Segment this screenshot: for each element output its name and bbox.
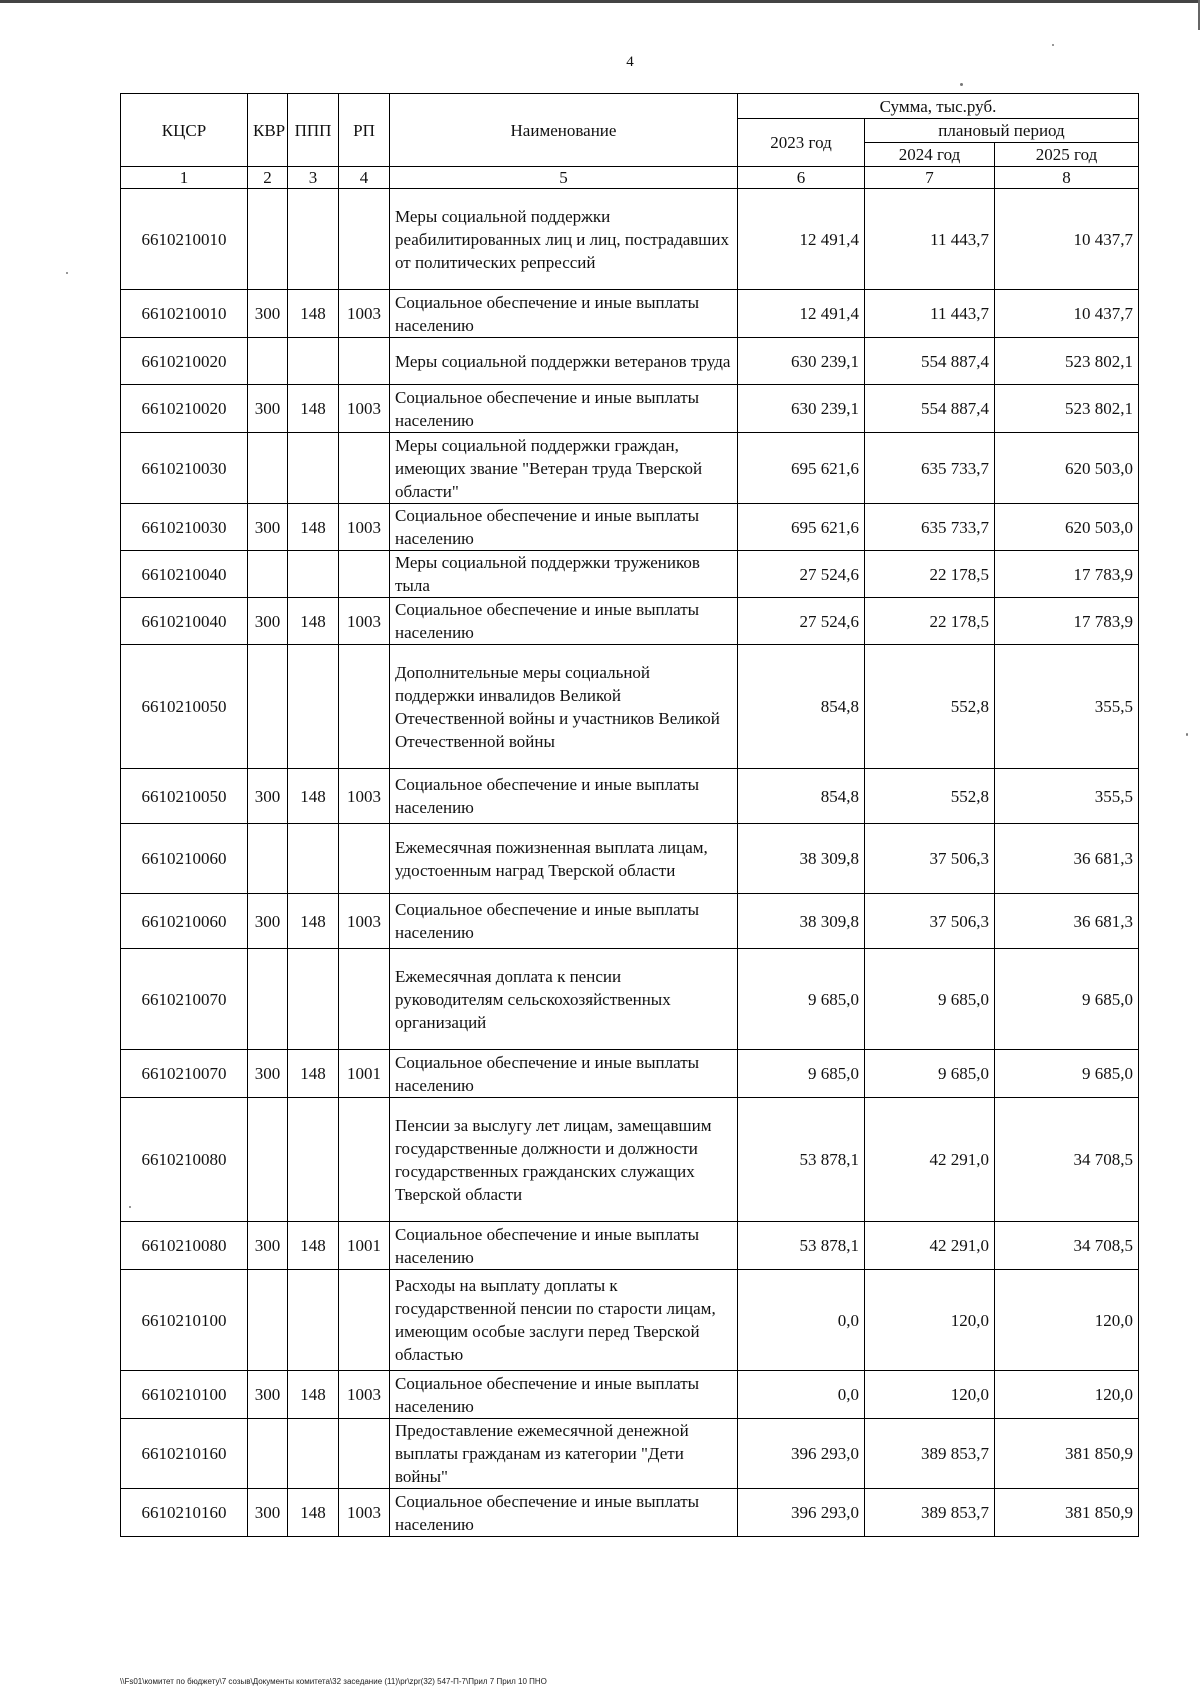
cell-sum-2024: 42 291,0 bbox=[865, 1098, 995, 1222]
cell-sum-2025: 34 708,5 bbox=[995, 1222, 1139, 1270]
cell-rp: 1001 bbox=[339, 1222, 390, 1270]
cell-rp bbox=[339, 1270, 390, 1371]
cell-ppp bbox=[288, 433, 339, 504]
cell-name: Социальное обеспечение и иные выплаты населению bbox=[390, 1050, 738, 1098]
table-row bbox=[121, 1489, 1139, 1537]
cell-kvr: 300 bbox=[248, 504, 288, 551]
cell-sum-2025: 9 685,0 bbox=[995, 949, 1139, 1050]
header-name: Наименование bbox=[390, 94, 738, 167]
scan-speck bbox=[1186, 733, 1188, 736]
cell-sum-2023: 854,8 bbox=[738, 645, 865, 769]
cell-sum-2023: 27 524,6 bbox=[738, 551, 865, 598]
column-number: 3 bbox=[288, 167, 339, 189]
cell-kvr: 300 bbox=[248, 769, 288, 824]
cell-kvr bbox=[248, 551, 288, 598]
cell-rp: 1003 bbox=[339, 598, 390, 645]
cell-name: Расходы на выплату доплаты к государственной пенсии по старости лицам, имеющим особые заслуги перед Тверской областью bbox=[390, 1270, 738, 1371]
cell-sum-2025: 381 850,9 bbox=[995, 1489, 1139, 1537]
scan-top-edge bbox=[0, 0, 1200, 3]
cell-kcsr: 6610210080 bbox=[121, 1222, 248, 1270]
cell-name: Пенсии за выслугу лет лицам, замещавшим государственные должности и должности государственных гражданских служащих Тверской области bbox=[390, 1098, 738, 1222]
cell-kvr bbox=[248, 1098, 288, 1222]
cell-sum-2023: 53 878,1 bbox=[738, 1222, 865, 1270]
table-row bbox=[121, 1371, 1139, 1419]
scan-speck bbox=[960, 83, 963, 86]
cell-sum-2025: 120,0 bbox=[995, 1270, 1139, 1371]
header-year-2025: 2025 год bbox=[995, 143, 1139, 167]
cell-kcsr: 6610210050 bbox=[121, 769, 248, 824]
budget-table bbox=[120, 93, 1139, 1537]
cell-kcsr: 6610210070 bbox=[121, 949, 248, 1050]
cell-kcsr: 6610210050 bbox=[121, 645, 248, 769]
cell-sum-2023: 854,8 bbox=[738, 769, 865, 824]
cell-kcsr: 6610210030 bbox=[121, 504, 248, 551]
cell-kvr bbox=[248, 338, 288, 385]
column-number: 5 bbox=[390, 167, 738, 189]
cell-rp: 1003 bbox=[339, 1489, 390, 1537]
cell-sum-2023: 695 621,6 bbox=[738, 504, 865, 551]
cell-sum-2024: 42 291,0 bbox=[865, 1222, 995, 1270]
cell-sum-2025: 523 802,1 bbox=[995, 385, 1139, 433]
table-row bbox=[121, 1222, 1139, 1270]
cell-sum-2023: 630 239,1 bbox=[738, 385, 865, 433]
cell-sum-2024: 37 506,3 bbox=[865, 894, 995, 949]
table-row bbox=[121, 433, 1139, 504]
cell-sum-2024: 554 887,4 bbox=[865, 385, 995, 433]
cell-ppp: 148 bbox=[288, 290, 339, 338]
cell-sum-2025: 620 503,0 bbox=[995, 504, 1139, 551]
table-row bbox=[121, 1419, 1139, 1489]
cell-rp: 1003 bbox=[339, 1371, 390, 1419]
cell-sum-2024: 11 443,7 bbox=[865, 290, 995, 338]
cell-kvr bbox=[248, 949, 288, 1050]
cell-sum-2023: 53 878,1 bbox=[738, 1098, 865, 1222]
cell-kvr: 300 bbox=[248, 1489, 288, 1537]
cell-sum-2024: 635 733,7 bbox=[865, 504, 995, 551]
cell-sum-2023: 396 293,0 bbox=[738, 1489, 865, 1537]
cell-kcsr: 6610210030 bbox=[121, 433, 248, 504]
cell-sum-2025: 620 503,0 bbox=[995, 433, 1139, 504]
table-row bbox=[121, 338, 1139, 385]
cell-rp bbox=[339, 1419, 390, 1489]
cell-rp bbox=[339, 338, 390, 385]
cell-name: Социальное обеспечение и иные выплаты населению bbox=[390, 894, 738, 949]
cell-sum-2024: 552,8 bbox=[865, 769, 995, 824]
cell-sum-2024: 120,0 bbox=[865, 1371, 995, 1419]
cell-ppp bbox=[288, 1419, 339, 1489]
cell-name: Социальное обеспечение и иные выплаты населению bbox=[390, 1371, 738, 1419]
cell-sum-2024: 9 685,0 bbox=[865, 1050, 995, 1098]
cell-sum-2025: 120,0 bbox=[995, 1371, 1139, 1419]
cell-kcsr: 6610210060 bbox=[121, 894, 248, 949]
cell-rp bbox=[339, 645, 390, 769]
cell-rp bbox=[339, 1098, 390, 1222]
table-row bbox=[121, 894, 1139, 949]
table-row bbox=[121, 189, 1139, 290]
cell-rp: 1001 bbox=[339, 1050, 390, 1098]
column-number: 1 bbox=[121, 167, 248, 189]
cell-sum-2025: 9 685,0 bbox=[995, 1050, 1139, 1098]
cell-rp bbox=[339, 824, 390, 894]
table-body bbox=[121, 189, 1139, 1537]
cell-ppp: 148 bbox=[288, 385, 339, 433]
cell-sum-2024: 552,8 bbox=[865, 645, 995, 769]
file-path-footer: \\Fs01\комитет по бюджету\7 созыв\Документы комитета\32 заседание (11)\pr\zpr(32) 547-П-7\Прил 7 Прил 10 ПНО bbox=[120, 1677, 547, 1686]
cell-sum-2025: 36 681,3 bbox=[995, 894, 1139, 949]
cell-kvr: 300 bbox=[248, 1371, 288, 1419]
cell-sum-2024: 37 506,3 bbox=[865, 824, 995, 894]
cell-kvr bbox=[248, 433, 288, 504]
cell-kcsr: 6610210040 bbox=[121, 598, 248, 645]
cell-kvr bbox=[248, 1419, 288, 1489]
table-row bbox=[121, 949, 1139, 1050]
table-row bbox=[121, 645, 1139, 769]
cell-name: Социальное обеспечение и иные выплаты населению bbox=[390, 1489, 738, 1537]
cell-name: Социальное обеспечение и иные выплаты населению bbox=[390, 385, 738, 433]
cell-kvr: 300 bbox=[248, 1222, 288, 1270]
column-number-row bbox=[121, 167, 1139, 189]
cell-kvr: 300 bbox=[248, 894, 288, 949]
cell-sum-2024: 554 887,4 bbox=[865, 338, 995, 385]
cell-kvr bbox=[248, 645, 288, 769]
table-row bbox=[121, 769, 1139, 824]
table-row bbox=[121, 598, 1139, 645]
cell-name: Предоставление ежемесячной денежной выплаты гражданам из категории "Дети войны" bbox=[390, 1419, 738, 1489]
cell-kcsr: 6610210160 bbox=[121, 1419, 248, 1489]
cell-sum-2024: 9 685,0 bbox=[865, 949, 995, 1050]
cell-sum-2023: 695 621,6 bbox=[738, 433, 865, 504]
table-row bbox=[121, 1270, 1139, 1371]
header-planned-period: плановый период bbox=[865, 119, 1139, 143]
cell-sum-2024: 11 443,7 bbox=[865, 189, 995, 290]
cell-sum-2025: 355,5 bbox=[995, 645, 1139, 769]
cell-name: Социальное обеспечение и иные выплаты населению bbox=[390, 769, 738, 824]
header-kcsr: КЦСР bbox=[121, 94, 248, 167]
cell-sum-2024: 389 853,7 bbox=[865, 1419, 995, 1489]
cell-ppp bbox=[288, 1098, 339, 1222]
cell-ppp: 148 bbox=[288, 769, 339, 824]
cell-rp: 1003 bbox=[339, 769, 390, 824]
cell-kcsr: 6610210060 bbox=[121, 824, 248, 894]
cell-kcsr: 6610210010 bbox=[121, 290, 248, 338]
cell-sum-2024: 389 853,7 bbox=[865, 1489, 995, 1537]
table-row bbox=[121, 1098, 1139, 1222]
cell-ppp: 148 bbox=[288, 1050, 339, 1098]
cell-sum-2024: 120,0 bbox=[865, 1270, 995, 1371]
cell-name: Меры социальной поддержки реабилитированных лиц и лиц, пострадавших от политических репрессий bbox=[390, 189, 738, 290]
cell-ppp bbox=[288, 645, 339, 769]
cell-kvr: 300 bbox=[248, 598, 288, 645]
cell-sum-2023: 630 239,1 bbox=[738, 338, 865, 385]
cell-ppp bbox=[288, 551, 339, 598]
cell-kvr: 300 bbox=[248, 1050, 288, 1098]
cell-name: Меры социальной поддержки тружеников тыла bbox=[390, 551, 738, 598]
cell-name: Ежемесячная доплата к пенсии руководителям сельскохозяйственных организаций bbox=[390, 949, 738, 1050]
header-kvr: КВР bbox=[248, 94, 288, 167]
header-sum: Сумма, тыс.руб. bbox=[738, 94, 1139, 119]
cell-rp: 1003 bbox=[339, 290, 390, 338]
header-ppp: ППП bbox=[288, 94, 339, 167]
cell-sum-2024: 22 178,5 bbox=[865, 598, 995, 645]
column-number: 8 bbox=[995, 167, 1139, 189]
cell-sum-2023: 9 685,0 bbox=[738, 1050, 865, 1098]
cell-sum-2025: 10 437,7 bbox=[995, 290, 1139, 338]
cell-sum-2025: 17 783,9 bbox=[995, 551, 1139, 598]
cell-ppp: 148 bbox=[288, 598, 339, 645]
cell-name: Меры социальной поддержки ветеранов труда bbox=[390, 338, 738, 385]
table-row bbox=[121, 824, 1139, 894]
cell-sum-2025: 34 708,5 bbox=[995, 1098, 1139, 1222]
column-number: 6 bbox=[738, 167, 865, 189]
cell-kcsr: 6610210070 bbox=[121, 1050, 248, 1098]
scan-speck bbox=[66, 272, 68, 274]
header-year-2023: 2023 год bbox=[738, 119, 865, 167]
cell-sum-2025: 17 783,9 bbox=[995, 598, 1139, 645]
cell-sum-2023: 0,0 bbox=[738, 1371, 865, 1419]
column-number: 4 bbox=[339, 167, 390, 189]
cell-kcsr: 6610210010 bbox=[121, 189, 248, 290]
cell-name: Ежемесячная пожизненная выплата лицам, удостоенным наград Тверской области bbox=[390, 824, 738, 894]
cell-kcsr: 6610210020 bbox=[121, 338, 248, 385]
cell-sum-2023: 27 524,6 bbox=[738, 598, 865, 645]
cell-sum-2025: 355,5 bbox=[995, 769, 1139, 824]
cell-rp bbox=[339, 949, 390, 1050]
cell-kcsr: 6610210040 bbox=[121, 551, 248, 598]
cell-ppp bbox=[288, 1270, 339, 1371]
cell-ppp bbox=[288, 338, 339, 385]
cell-sum-2023: 12 491,4 bbox=[738, 290, 865, 338]
cell-name: Социальное обеспечение и иные выплаты населению bbox=[390, 598, 738, 645]
cell-kcsr: 6610210080 bbox=[121, 1098, 248, 1222]
cell-name: Социальное обеспечение и иные выплаты населению bbox=[390, 1222, 738, 1270]
cell-ppp: 148 bbox=[288, 1222, 339, 1270]
page-number: 4 bbox=[626, 54, 634, 70]
cell-rp bbox=[339, 551, 390, 598]
cell-name: Социальное обеспечение и иные выплаты населению bbox=[390, 504, 738, 551]
cell-kcsr: 6610210160 bbox=[121, 1489, 248, 1537]
cell-ppp: 148 bbox=[288, 894, 339, 949]
scan-speck bbox=[1052, 44, 1054, 46]
cell-name: Социальное обеспечение и иные выплаты населению bbox=[390, 290, 738, 338]
cell-rp bbox=[339, 433, 390, 504]
cell-kcsr: 6610210100 bbox=[121, 1270, 248, 1371]
cell-sum-2023: 0,0 bbox=[738, 1270, 865, 1371]
cell-sum-2023: 38 309,8 bbox=[738, 824, 865, 894]
cell-rp: 1003 bbox=[339, 894, 390, 949]
scan-speck bbox=[129, 1206, 131, 1208]
cell-kvr: 300 bbox=[248, 290, 288, 338]
cell-sum-2023: 9 685,0 bbox=[738, 949, 865, 1050]
table-row bbox=[121, 290, 1139, 338]
cell-sum-2023: 396 293,0 bbox=[738, 1419, 865, 1489]
cell-rp: 1003 bbox=[339, 385, 390, 433]
table-row bbox=[121, 385, 1139, 433]
cell-rp: 1003 bbox=[339, 504, 390, 551]
cell-ppp bbox=[288, 189, 339, 290]
cell-sum-2024: 22 178,5 bbox=[865, 551, 995, 598]
cell-ppp: 148 bbox=[288, 504, 339, 551]
column-number: 7 bbox=[865, 167, 995, 189]
cell-sum-2023: 12 491,4 bbox=[738, 189, 865, 290]
cell-ppp bbox=[288, 824, 339, 894]
cell-kvr bbox=[248, 824, 288, 894]
cell-kcsr: 6610210100 bbox=[121, 1371, 248, 1419]
table-row bbox=[121, 551, 1139, 598]
cell-ppp bbox=[288, 949, 339, 1050]
cell-kvr bbox=[248, 189, 288, 290]
cell-sum-2025: 523 802,1 bbox=[995, 338, 1139, 385]
table-row bbox=[121, 504, 1139, 551]
cell-ppp: 148 bbox=[288, 1489, 339, 1537]
cell-kvr bbox=[248, 1270, 288, 1371]
cell-sum-2025: 36 681,3 bbox=[995, 824, 1139, 894]
cell-ppp: 148 bbox=[288, 1371, 339, 1419]
cell-sum-2025: 381 850,9 bbox=[995, 1419, 1139, 1489]
cell-sum-2025: 10 437,7 bbox=[995, 189, 1139, 290]
cell-sum-2024: 635 733,7 bbox=[865, 433, 995, 504]
cell-sum-2023: 38 309,8 bbox=[738, 894, 865, 949]
cell-kcsr: 6610210020 bbox=[121, 385, 248, 433]
header-year-2024: 2024 год bbox=[865, 143, 995, 167]
cell-rp bbox=[339, 189, 390, 290]
cell-name: Дополнительные меры социальной поддержки инвалидов Великой Отечественной войны и участников Великой Отечественной войны bbox=[390, 645, 738, 769]
cell-name: Меры социальной поддержки граждан, имеющих звание "Ветеран труда Тверской области" bbox=[390, 433, 738, 504]
table-row bbox=[121, 1050, 1139, 1098]
header-rp: РП bbox=[339, 94, 390, 167]
cell-kvr: 300 bbox=[248, 385, 288, 433]
column-number: 2 bbox=[248, 167, 288, 189]
table-header bbox=[121, 94, 1139, 189]
